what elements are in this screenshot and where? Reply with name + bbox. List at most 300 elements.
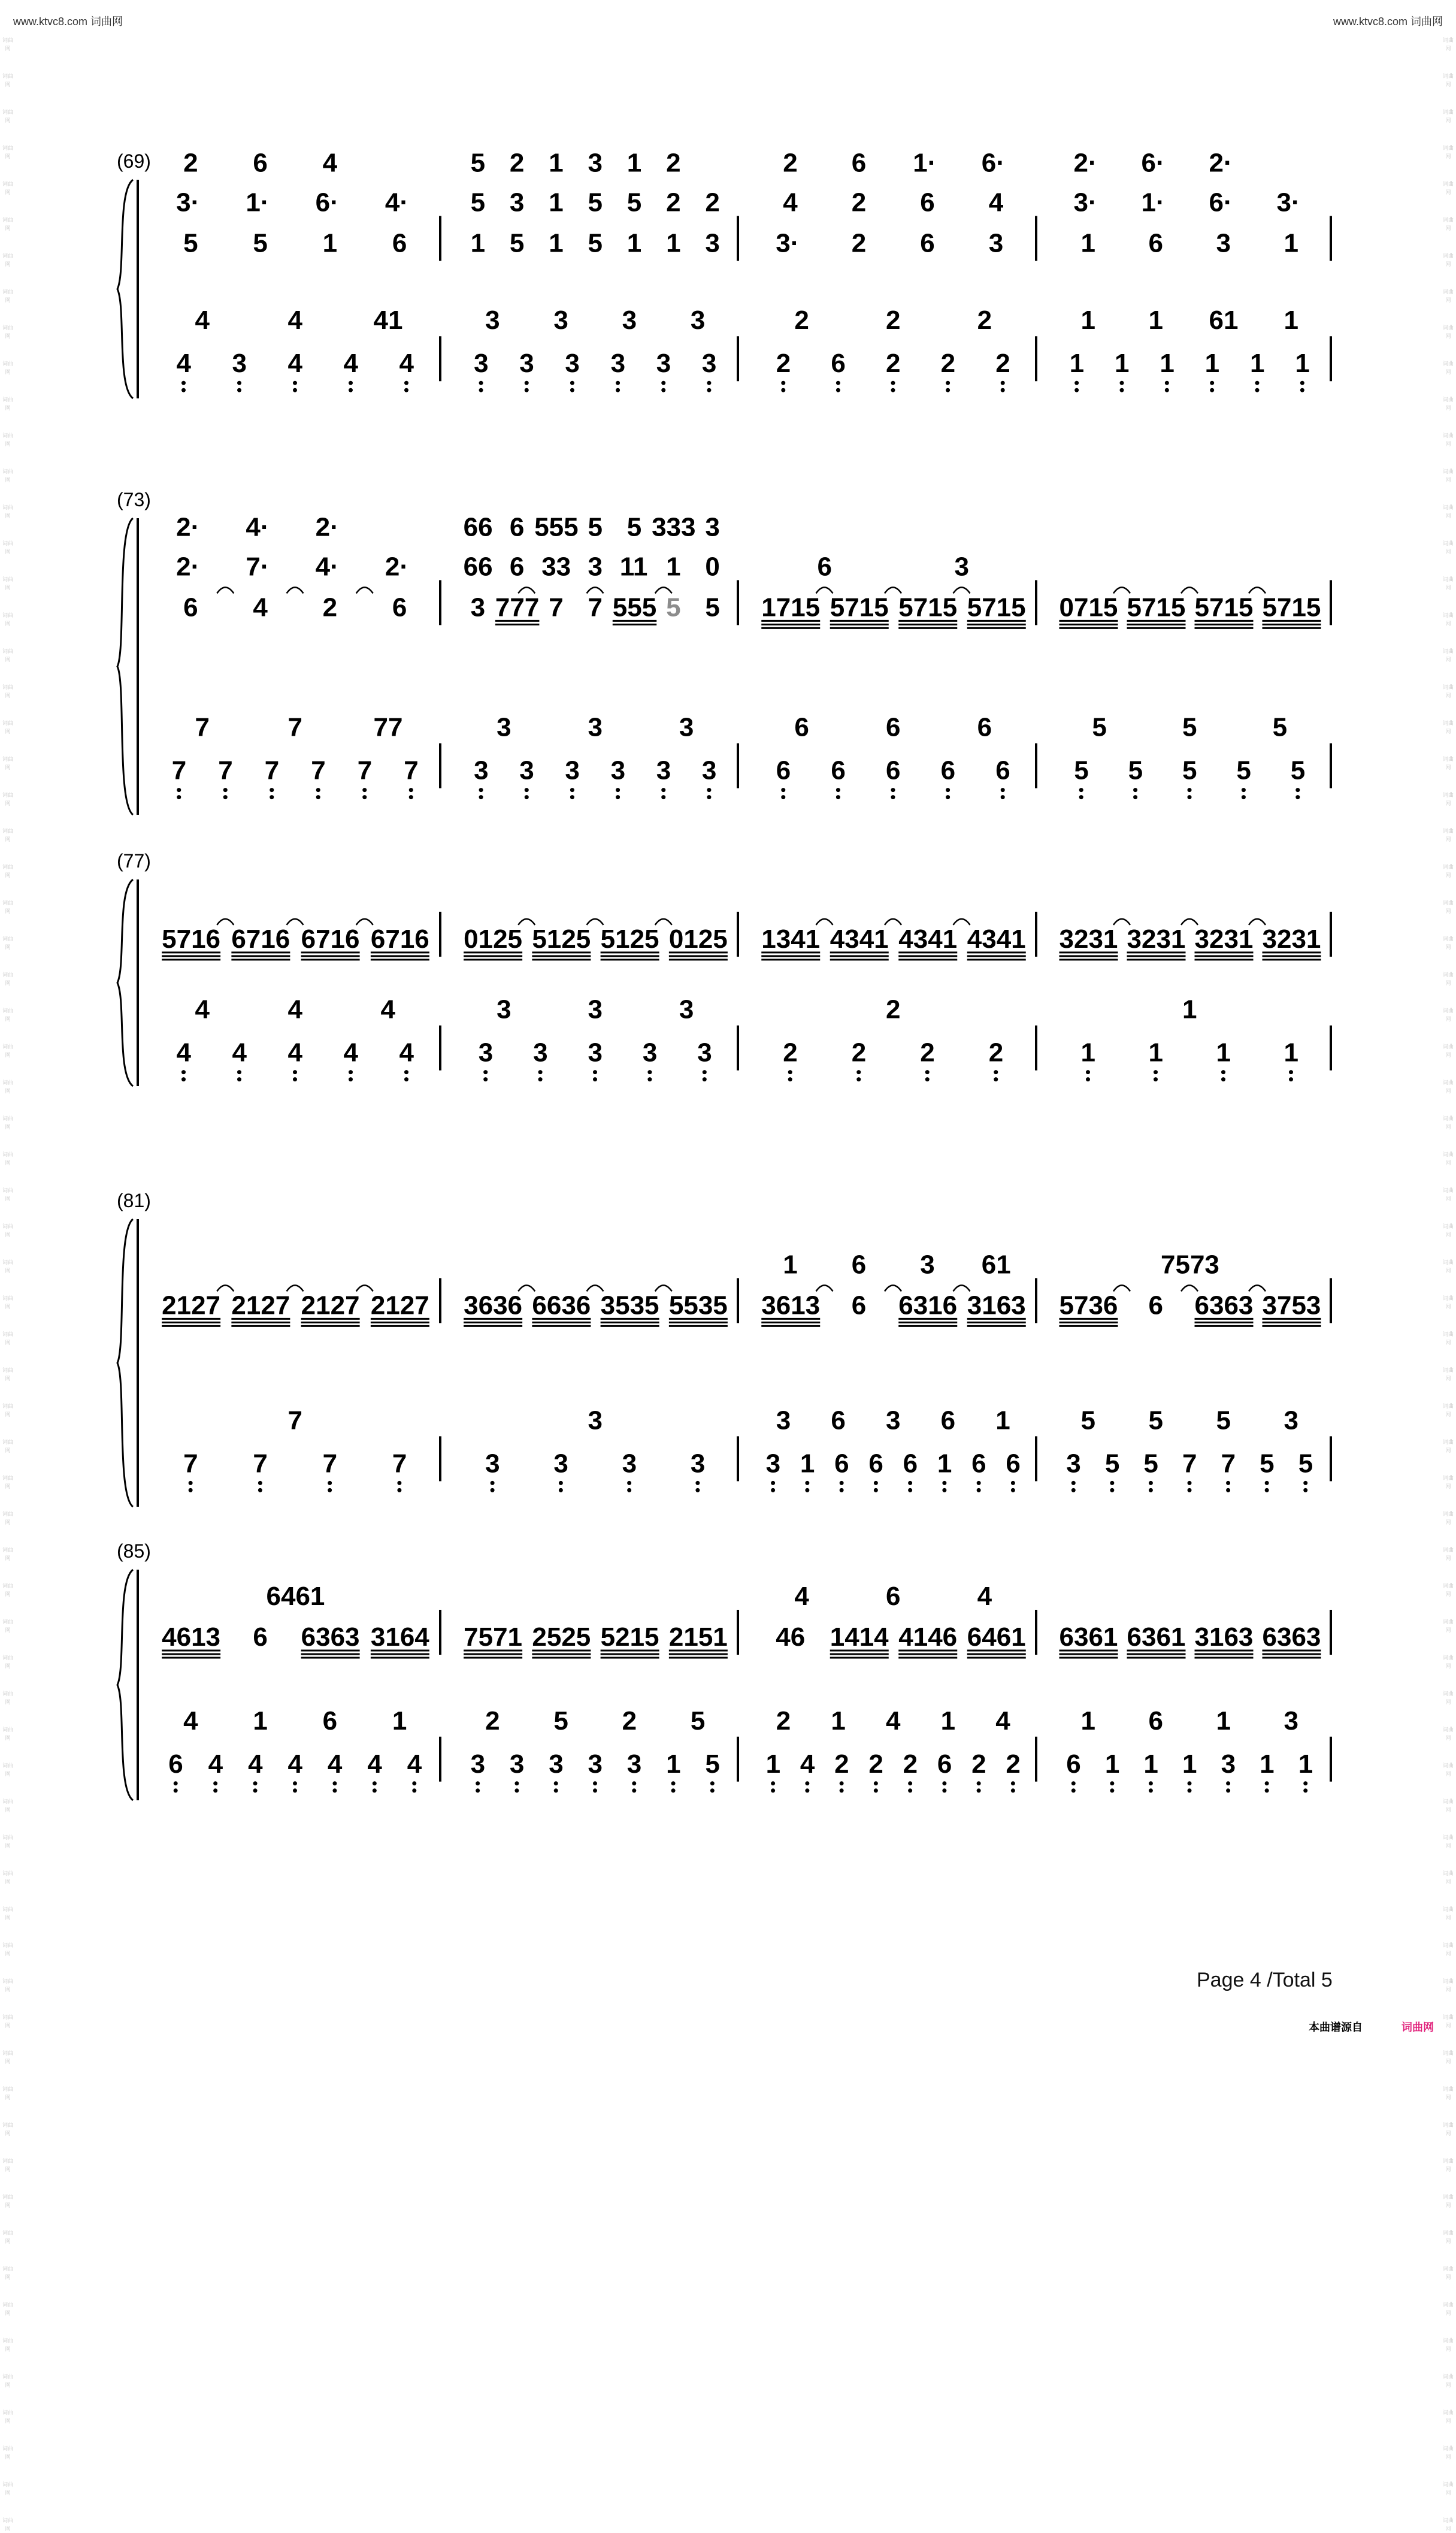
octave-dot bbox=[213, 1781, 217, 1785]
lower-note: 4 bbox=[800, 1749, 815, 1779]
octave-dot bbox=[1011, 1781, 1015, 1785]
lower-note: 1 bbox=[1160, 349, 1175, 379]
octave-dot bbox=[412, 1781, 416, 1785]
watermark-stamp: 词曲网 bbox=[2, 1870, 13, 1885]
octave-dot bbox=[253, 1788, 258, 1793]
octave-dot bbox=[661, 788, 665, 792]
watermark-stamp: 词曲网 bbox=[1442, 684, 1454, 699]
watermark-stamp: 词曲网 bbox=[2, 936, 13, 950]
watermark-stamp: 词曲网 bbox=[1442, 2481, 1454, 2496]
octave-dot bbox=[1210, 388, 1214, 392]
upper-note: 3· bbox=[776, 228, 800, 258]
watermark-stamp: 词曲网 bbox=[2, 1080, 13, 1094]
chord-note: 2· bbox=[176, 512, 200, 542]
bass-chord-note: 3 bbox=[553, 306, 568, 335]
tie-arc bbox=[217, 587, 234, 593]
bass-chord-note: 5 bbox=[1216, 1405, 1231, 1435]
octave-dot bbox=[328, 1481, 332, 1485]
watermark-stamp: 词曲网 bbox=[2, 2230, 13, 2244]
upper-note: 4341 bbox=[898, 924, 958, 954]
chord-note: 6 bbox=[886, 1582, 901, 1612]
octave-dot bbox=[1188, 795, 1192, 799]
octave-dot bbox=[1071, 1781, 1076, 1785]
chord-note: 6· bbox=[315, 188, 339, 217]
watermark-stamp: 词曲网 bbox=[2, 1978, 13, 1993]
lower-note: 7 bbox=[1221, 1449, 1236, 1479]
lower-note: 1 bbox=[1204, 349, 1220, 379]
octave-dot bbox=[1226, 1781, 1230, 1785]
bass-chord-note: 3 bbox=[1284, 1405, 1298, 1435]
lower-note: 2 bbox=[920, 1038, 935, 1068]
lower-note: 6 bbox=[776, 755, 791, 785]
chord-note: 4· bbox=[246, 512, 270, 542]
watermark-stamp: 词曲网 bbox=[1442, 468, 1454, 483]
lower-note: 3 bbox=[701, 755, 717, 785]
watermark-stamp: 词曲网 bbox=[1442, 361, 1454, 375]
chord-note: 555 bbox=[534, 512, 579, 542]
octave-dot bbox=[1188, 788, 1192, 792]
octave-dot bbox=[404, 1070, 408, 1074]
lower-note: 6 bbox=[995, 755, 1010, 785]
lower-note: 1 bbox=[1216, 1038, 1231, 1068]
octave-dot bbox=[788, 1070, 792, 1074]
chord-note: 2 bbox=[666, 188, 681, 217]
upper-note: 4613 bbox=[162, 1622, 221, 1652]
lower-note: 1 bbox=[1115, 349, 1130, 379]
watermark-stamp: 词曲网 bbox=[1442, 1187, 1454, 1202]
lower-note: 3 bbox=[610, 349, 626, 379]
octave-dot bbox=[476, 1788, 480, 1793]
watermark-stamp: 词曲网 bbox=[1442, 756, 1454, 770]
watermark-stamp: 词曲网 bbox=[1442, 37, 1454, 52]
upper-note: 3 bbox=[988, 228, 1004, 258]
lower-note: 3 bbox=[610, 755, 626, 785]
watermark-stamp: 词曲网 bbox=[1442, 1008, 1454, 1022]
octave-dot bbox=[1188, 1481, 1192, 1485]
octave-dot bbox=[1110, 1781, 1114, 1785]
lower-note: 6 bbox=[937, 1749, 952, 1779]
upper-note: 5215 bbox=[600, 1622, 659, 1652]
lower-note: 2 bbox=[783, 1038, 798, 1068]
octave-dot bbox=[181, 1077, 186, 1081]
chord-note: 2· bbox=[315, 512, 339, 542]
octave-dot bbox=[181, 388, 186, 392]
octave-dot bbox=[661, 795, 665, 799]
chord-note: 6 bbox=[253, 148, 268, 178]
octave-dot bbox=[647, 1070, 652, 1074]
octave-dot bbox=[805, 1481, 809, 1485]
octave-dot bbox=[836, 388, 840, 392]
watermark-stamp: 词曲网 bbox=[2, 2410, 13, 2424]
watermark-stamp: 词曲网 bbox=[2, 2014, 13, 2029]
bass-chord-note: 6 bbox=[886, 712, 901, 742]
upper-note: 5715 bbox=[1127, 593, 1186, 622]
chord-note: 6 bbox=[817, 552, 832, 582]
measure-number: (81) bbox=[117, 1190, 151, 1211]
lower-note: 5 bbox=[1260, 1449, 1275, 1479]
chord-note: 6 bbox=[920, 188, 935, 217]
lower-note: 3 bbox=[232, 349, 247, 379]
lower-note: 1 bbox=[1069, 349, 1085, 379]
watermark-stamp: 词曲网 bbox=[2, 612, 13, 627]
watermark-stamp: 词曲网 bbox=[2, 1906, 13, 1921]
octave-dot bbox=[627, 1488, 631, 1492]
watermark-stamp: 词曲网 bbox=[2, 1367, 13, 1382]
octave-dot bbox=[483, 1077, 488, 1081]
lower-note: 3 bbox=[519, 755, 534, 785]
octave-dot bbox=[1303, 1788, 1307, 1793]
octave-dot bbox=[1221, 1077, 1225, 1081]
octave-dot bbox=[1011, 1788, 1015, 1793]
octave-dot bbox=[942, 1781, 946, 1785]
system-brace bbox=[117, 180, 133, 398]
chord-note: 3 bbox=[588, 148, 603, 178]
watermark-stamp: 词曲网 bbox=[2, 720, 13, 734]
chord-note: 5 bbox=[626, 188, 642, 217]
upper-note: 5716 bbox=[162, 924, 221, 954]
watermark-stamp: 词曲网 bbox=[2, 792, 13, 806]
lower-note: 3 bbox=[519, 349, 534, 379]
upper-note: 1 bbox=[549, 228, 564, 258]
octave-dot bbox=[771, 1488, 775, 1492]
bass-chord-note: 6 bbox=[1148, 1706, 1163, 1736]
octave-dot bbox=[237, 1077, 241, 1081]
upper-note: 3163 bbox=[1194, 1622, 1254, 1652]
lower-note: 5 bbox=[1182, 755, 1197, 785]
octave-dot bbox=[223, 788, 228, 792]
octave-dot bbox=[570, 788, 574, 792]
lower-note: 6 bbox=[971, 1449, 986, 1479]
watermark-stamp: 词曲网 bbox=[2, 1008, 13, 1022]
upper-note: 555 bbox=[612, 593, 657, 622]
octave-dot bbox=[1074, 381, 1079, 385]
octave-dot bbox=[1071, 1488, 1076, 1492]
octave-dot bbox=[1110, 1788, 1114, 1793]
bass-chord-note: 2 bbox=[886, 995, 901, 1024]
upper-note: 6363 bbox=[301, 1622, 360, 1652]
watermark-stamp: 词曲网 bbox=[1442, 1834, 1454, 1849]
bass-chord-note: 3 bbox=[497, 712, 511, 742]
octave-dot bbox=[891, 795, 895, 799]
chord-note: 5 bbox=[470, 148, 486, 178]
upper-note: 6 bbox=[392, 593, 407, 622]
lower-note: 3 bbox=[656, 755, 671, 785]
octave-dot bbox=[349, 388, 353, 392]
bass-chord-note: 3 bbox=[588, 1405, 603, 1435]
bass-chord-note: 3 bbox=[1284, 1706, 1298, 1736]
octave-dot bbox=[1001, 381, 1005, 385]
chord-note: 5 bbox=[588, 512, 603, 542]
upper-note: 3535 bbox=[600, 1290, 659, 1320]
octave-dot bbox=[781, 788, 785, 792]
octave-dot bbox=[891, 788, 895, 792]
tie-arc bbox=[356, 587, 373, 593]
octave-dot bbox=[593, 1077, 597, 1081]
watermark-stamp: 词曲网 bbox=[1442, 2374, 1454, 2388]
octave-dot bbox=[593, 1781, 597, 1785]
upper-note: 3231 bbox=[1262, 924, 1321, 954]
watermark-stamp: 词曲网 bbox=[1442, 2517, 1454, 2532]
octave-dot bbox=[942, 1481, 946, 1485]
upper-note: 5 bbox=[509, 228, 525, 258]
upper-note: 2127 bbox=[370, 1290, 429, 1320]
octave-dot bbox=[616, 788, 620, 792]
lower-note: 4 bbox=[343, 349, 358, 379]
octave-dot bbox=[1079, 788, 1083, 792]
bass-chord-note: 1 bbox=[392, 1706, 407, 1736]
lower-note: 3 bbox=[765, 1449, 781, 1479]
lower-note: 7 bbox=[218, 755, 233, 785]
watermark-stamp: 词曲网 bbox=[2, 1116, 13, 1130]
bass-chord-note: 4 bbox=[195, 995, 210, 1024]
chord-note: 6 bbox=[851, 1250, 867, 1280]
lower-note: 1 bbox=[1148, 1038, 1163, 1068]
lower-note: 3 bbox=[626, 1749, 642, 1779]
octave-dot bbox=[840, 1781, 844, 1785]
octave-dot bbox=[1226, 1488, 1230, 1492]
octave-dot bbox=[293, 381, 297, 385]
watermark-stamp: 词曲网 bbox=[2, 972, 13, 986]
watermark-stamp: 词曲网 bbox=[1442, 828, 1454, 842]
measure-number: (73) bbox=[117, 489, 151, 510]
bass-chord-note: 5 bbox=[1092, 712, 1107, 742]
octave-dot bbox=[514, 1788, 519, 1793]
octave-dot bbox=[1303, 1488, 1307, 1492]
octave-dot bbox=[1255, 388, 1260, 392]
bass-chord-note: 3 bbox=[588, 712, 603, 742]
octave-dot bbox=[1120, 388, 1124, 392]
watermark-stamp: 词曲网 bbox=[1442, 1978, 1454, 1993]
octave-dot bbox=[781, 795, 785, 799]
lower-note: 4 bbox=[287, 1038, 302, 1068]
octave-dot bbox=[874, 1788, 878, 1793]
system-brace bbox=[117, 1570, 133, 1800]
octave-dot bbox=[362, 788, 367, 792]
octave-dot bbox=[570, 795, 574, 799]
bass-chord-note: 6 bbox=[831, 1405, 846, 1435]
upper-note: 1 bbox=[470, 228, 486, 258]
watermark-stamp: 词曲网 bbox=[1442, 1151, 1454, 1166]
lower-note: 3 bbox=[474, 349, 489, 379]
octave-dot bbox=[373, 1781, 377, 1785]
upper-note: 6 bbox=[392, 228, 407, 258]
watermark-stamp: 词曲网 bbox=[2, 1403, 13, 1417]
octave-dot bbox=[707, 795, 711, 799]
lower-note: 3 bbox=[1066, 1449, 1081, 1479]
watermark-stamp: 词曲网 bbox=[2, 1547, 13, 1561]
octave-dot bbox=[840, 1488, 844, 1492]
octave-dot bbox=[925, 1070, 930, 1074]
octave-dot bbox=[253, 1781, 258, 1785]
upper-note: 4146 bbox=[898, 1622, 958, 1652]
watermark-stamp: 词曲网 bbox=[2, 73, 13, 87]
watermark-stamp: 词曲网 bbox=[2, 1295, 13, 1310]
bass-chord-note: 2 bbox=[485, 1706, 500, 1736]
chord-note: 6461 bbox=[266, 1582, 325, 1612]
bass-chord-note: 1 bbox=[940, 1706, 956, 1736]
lower-note: 3 bbox=[588, 1749, 603, 1779]
upper-note: 6461 bbox=[967, 1622, 1026, 1652]
octave-dot bbox=[404, 381, 408, 385]
lower-note: 4 bbox=[248, 1749, 263, 1779]
watermark-stamp: 词曲网 bbox=[1442, 1223, 1454, 1238]
watermark-stamp: 词曲网 bbox=[2, 2446, 13, 2460]
octave-dot bbox=[1242, 788, 1246, 792]
lower-note: 4 bbox=[343, 1038, 358, 1068]
bass-chord-note: 4 bbox=[195, 306, 210, 335]
watermark-stamp: 词曲网 bbox=[2, 1044, 13, 1058]
octave-dot bbox=[293, 1077, 297, 1081]
octave-dot bbox=[856, 1077, 861, 1081]
lower-note: 3 bbox=[478, 1038, 494, 1068]
watermark-stamp: 词曲网 bbox=[2, 468, 13, 483]
bass-chord-note: 4 bbox=[886, 1706, 901, 1736]
upper-note: 0715 bbox=[1059, 593, 1118, 622]
octave-dot bbox=[632, 1788, 636, 1793]
upper-note: 5715 bbox=[967, 593, 1026, 622]
watermark-stamp: 词曲网 bbox=[1442, 2158, 1454, 2172]
upper-note: 3753 bbox=[1262, 1290, 1321, 1320]
octave-dot bbox=[942, 1488, 946, 1492]
lower-note: 6 bbox=[886, 755, 901, 785]
watermark-stamp: 词曲网 bbox=[2, 1439, 13, 1453]
lower-note: 4 bbox=[176, 1038, 191, 1068]
octave-dot bbox=[805, 1781, 809, 1785]
bass-chord-note: 3 bbox=[690, 306, 706, 335]
octave-dot bbox=[189, 1488, 193, 1492]
lower-note: 6 bbox=[168, 1749, 183, 1779]
octave-dot bbox=[538, 1070, 543, 1074]
lower-note: 2 bbox=[940, 349, 956, 379]
octave-dot bbox=[840, 1788, 844, 1793]
bass-chord-note: 3 bbox=[886, 1405, 901, 1435]
octave-dot bbox=[404, 1077, 408, 1081]
chord-note: 2· bbox=[1209, 148, 1233, 178]
watermark-stamp: 词曲网 bbox=[1442, 1080, 1454, 1094]
chord-note: 4 bbox=[322, 148, 338, 178]
watermark-stamp: 词曲网 bbox=[1442, 2086, 1454, 2100]
watermark-stamp: 词曲网 bbox=[1442, 1259, 1454, 1274]
lower-note: 4 bbox=[367, 1749, 382, 1779]
watermark-stamp: 词曲网 bbox=[1442, 73, 1454, 87]
lower-note: 5 bbox=[1143, 1449, 1158, 1479]
lower-note: 5 bbox=[1298, 1449, 1313, 1479]
lower-note: 3 bbox=[690, 1449, 706, 1479]
chord-note: 3 bbox=[705, 512, 720, 542]
octave-dot bbox=[181, 381, 186, 385]
chord-note: 1· bbox=[246, 188, 270, 217]
watermark-stamp: 词曲网 bbox=[2, 2050, 13, 2065]
chord-note: 3 bbox=[954, 552, 969, 582]
lower-note: 5 bbox=[1236, 755, 1251, 785]
lower-note: 1 bbox=[765, 1749, 781, 1779]
octave-dot bbox=[1289, 1070, 1293, 1074]
bass-chord-note: 3 bbox=[588, 995, 603, 1024]
chord-note: 5 bbox=[588, 188, 603, 217]
octave-dot bbox=[977, 1488, 981, 1492]
octave-dot bbox=[1110, 1481, 1114, 1485]
upper-note: 2151 bbox=[668, 1622, 728, 1652]
watermark-stamp: 词曲网 bbox=[2, 2194, 13, 2208]
bass-chord-note: 6 bbox=[977, 712, 992, 742]
chord-note: 61 bbox=[981, 1250, 1011, 1280]
octave-dot bbox=[707, 381, 711, 385]
chord-note: 2 bbox=[705, 188, 720, 217]
lower-note: 3 bbox=[470, 1749, 486, 1779]
octave-dot bbox=[293, 1788, 297, 1793]
octave-dot bbox=[1265, 1788, 1269, 1793]
watermark-stamp: 词曲网 bbox=[2, 2338, 13, 2352]
octave-dot bbox=[908, 1788, 912, 1793]
bass-chord-note: 1 bbox=[831, 1706, 846, 1736]
chord-note: 6· bbox=[1209, 188, 1233, 217]
lower-note: 1 bbox=[1260, 1749, 1275, 1779]
bass-chord-note: 77 bbox=[373, 712, 403, 742]
watermark-stamp: 词曲网 bbox=[1442, 972, 1454, 986]
chord-note: 3· bbox=[1073, 188, 1097, 217]
lower-note: 2 bbox=[1006, 1749, 1021, 1779]
octave-dot bbox=[479, 788, 483, 792]
watermark-stamp: 词曲网 bbox=[1442, 1403, 1454, 1417]
octave-dot bbox=[525, 388, 529, 392]
chord-note: 6 bbox=[509, 512, 525, 542]
bass-chord-note: 1 bbox=[995, 1405, 1010, 1435]
bass-chord-note: 2 bbox=[776, 1706, 791, 1736]
octave-dot bbox=[1120, 381, 1124, 385]
upper-note: 6716 bbox=[370, 924, 429, 954]
lower-note: 1 bbox=[1298, 1749, 1313, 1779]
octave-dot bbox=[270, 788, 274, 792]
watermark-stamp: 词曲网 bbox=[1442, 1799, 1454, 1813]
watermark-stamp: 词曲网 bbox=[2, 361, 13, 375]
octave-dot bbox=[328, 1488, 332, 1492]
lower-note: 6 bbox=[1006, 1449, 1021, 1479]
bass-chord-note: 7 bbox=[195, 712, 210, 742]
octave-dot bbox=[1265, 1481, 1269, 1485]
upper-note: 6716 bbox=[231, 924, 290, 954]
upper-note: 5715 bbox=[1262, 593, 1321, 622]
octave-dot bbox=[554, 1788, 558, 1793]
chord-note: 1 bbox=[549, 188, 564, 217]
upper-note: 3231 bbox=[1059, 924, 1118, 954]
watermark-stamp: 词曲网 bbox=[1442, 1906, 1454, 1921]
upper-note: 5736 bbox=[1059, 1290, 1118, 1320]
watermark-stamp: 词曲网 bbox=[2, 217, 13, 231]
octave-dot bbox=[661, 388, 665, 392]
bass-chord-note: 3 bbox=[679, 712, 694, 742]
bass-chord-note: 3 bbox=[679, 995, 694, 1024]
watermark-stamp: 词曲网 bbox=[2, 2374, 13, 2388]
header-left: www.ktvc8.com 词曲网 bbox=[13, 16, 123, 28]
measure-number: (85) bbox=[117, 1540, 151, 1562]
octave-dot bbox=[570, 381, 574, 385]
watermark-stamp: 词曲网 bbox=[1442, 648, 1454, 663]
bass-chord-note: 61 bbox=[1209, 306, 1239, 335]
octave-dot bbox=[174, 1781, 178, 1785]
upper-note: 6361 bbox=[1059, 1622, 1118, 1652]
watermark-stamp: 词曲网 bbox=[2, 1655, 13, 1669]
watermark-stamp: 词曲网 bbox=[1442, 109, 1454, 123]
upper-note: 6 bbox=[1148, 228, 1163, 258]
octave-dot bbox=[781, 381, 785, 385]
octave-dot bbox=[1242, 795, 1246, 799]
chord-note: 3· bbox=[1276, 188, 1300, 217]
bass-chord-note: 5 bbox=[1148, 1405, 1163, 1435]
octave-dot bbox=[805, 1788, 809, 1793]
octave-dot bbox=[1086, 1070, 1090, 1074]
octave-dot bbox=[908, 1481, 912, 1485]
watermark-stamp: 词曲网 bbox=[1442, 612, 1454, 627]
